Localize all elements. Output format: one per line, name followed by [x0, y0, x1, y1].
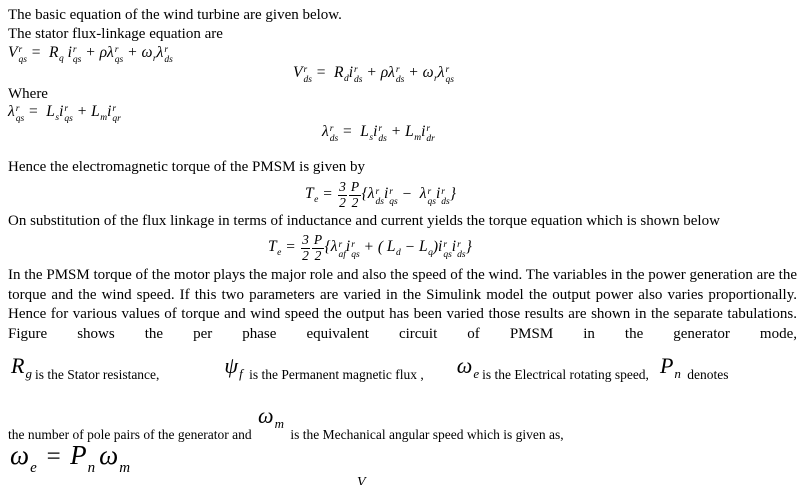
torque-intro-line: Hence the electromagnetic torque of the PMSM is given by: [8, 159, 365, 175]
fraction: $\frac{P}{2}$: [313, 232, 323, 263]
cutoff-next-line-glyph: V: [357, 475, 366, 485]
intro-line-1: The basic equation of the wind turbine are given below.: [8, 7, 342, 23]
equation-lambda-qs: λ r qs = $L_si$ r qs + $L_mi$ r qr: [8, 103, 121, 125]
fraction: $\frac{P}{2}$: [350, 179, 360, 210]
where-label: Where: [8, 86, 48, 102]
symbol-definitions-line-2: the number of pole pairs of the generator and $\omega_m$ is the Mechanical angular speed which is given as,: [8, 403, 564, 442]
intro-line-2: The stator flux-linkage equation are: [8, 26, 223, 42]
substitution-line: On substitution of the flux linkage in terms of inductance and current yields the torque equation which is shown below: [8, 213, 720, 229]
equation-omega-relation: $\omega_e = P_n$ $\omega_m$: [10, 440, 131, 476]
equation-torque-flux: $T_e$ = $\frac{3}{2}$ $\frac{P}{2}$ {λ r ds i r qs − λ r qs i r ds }: [305, 179, 456, 210]
equation-stator-vqs: V r qs = $R_q$ i r qs + ρλ r qs + $\omega_r\lambda$ r ds: [8, 44, 173, 66]
equation-lambda-ds: λ r ds = $L_si$ r ds + $L_mi$ r dr: [322, 123, 435, 145]
equation-torque-inductance: $T_e$ = $\frac{3}{2}$ $\frac{P}{2}$ {λ r af i r qs + ( $L_d - L_q)i$ r qs i r ds }: [268, 232, 472, 263]
fraction: $\frac{3}{2}$: [302, 232, 309, 263]
equation-stator-vds: V r ds = $R_di$ r ds + ρλ r ds + $\omega_r\lambda$ r qs: [293, 64, 454, 86]
symbol-definitions-line-1: $R_g$ is the Stator resistance, $\psi_f$ is the Permanent magnetic flux , $\omega_e$ is the Electrical rotating speed, $P_n$ denotes: [11, 353, 729, 382]
fraction: $\frac{3}{2}$: [339, 179, 346, 210]
body-paragraph: In the PMSM torque of the motor plays the major role and also the speed of the wind. The variables in the power generation are the torque and the wind speed. If this two parameters are varied in the Simulink model the output power also varies proportionally. Hence for various values of torque and wind speed the output has been varied those results are shown in the separate tabulations. Figure shows the per phase equivalent circuit of PMSM in the generator mode,: [8, 267, 797, 342]
